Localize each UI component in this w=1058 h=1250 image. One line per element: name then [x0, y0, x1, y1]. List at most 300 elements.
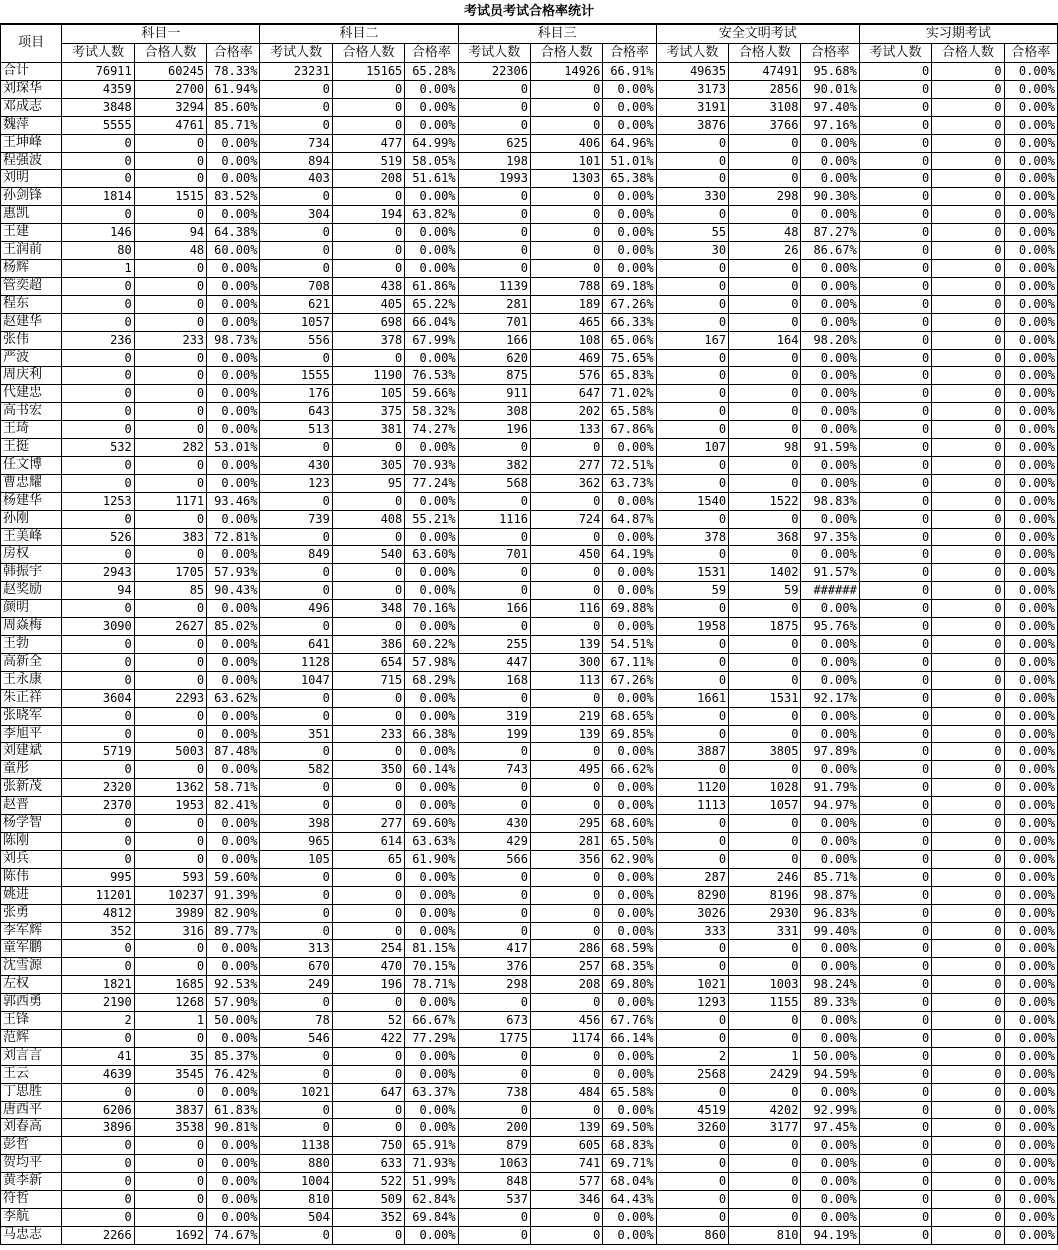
- data-cell[interactable]: 0: [656, 707, 728, 725]
- data-cell[interactable]: 382: [458, 456, 530, 474]
- data-cell[interactable]: 0: [859, 922, 931, 940]
- data-cell[interactable]: 286: [530, 940, 602, 958]
- data-cell[interactable]: 0.00%: [207, 403, 260, 421]
- data-cell[interactable]: 0.00%: [1004, 277, 1057, 295]
- data-cell[interactable]: 0: [729, 206, 801, 224]
- data-cell[interactable]: 0: [458, 224, 530, 242]
- row-label-cell[interactable]: 陈刚: [1, 832, 62, 850]
- data-cell[interactable]: 0: [932, 653, 1004, 671]
- row-label-cell[interactable]: 张新茂: [1, 779, 62, 797]
- data-cell[interactable]: 0: [260, 439, 332, 457]
- data-cell[interactable]: 1: [62, 259, 134, 277]
- data-cell[interactable]: 0.00%: [207, 1029, 260, 1047]
- data-cell[interactable]: 0.00%: [1004, 1047, 1057, 1065]
- data-cell[interactable]: 3538: [134, 1119, 206, 1137]
- row-label-cell[interactable]: 张伟: [1, 331, 62, 349]
- data-cell[interactable]: 0.00%: [1004, 349, 1057, 367]
- data-cell[interactable]: 0: [134, 1029, 206, 1047]
- data-cell[interactable]: 3604: [62, 689, 134, 707]
- data-cell[interactable]: 0: [932, 385, 1004, 403]
- data-cell[interactable]: 0.00%: [1004, 636, 1057, 654]
- row-label-cell[interactable]: 刘言言: [1, 1047, 62, 1065]
- data-cell[interactable]: 406: [530, 134, 602, 152]
- data-cell[interactable]: 77.29%: [405, 1029, 458, 1047]
- data-cell[interactable]: 87.48%: [207, 743, 260, 761]
- data-cell[interactable]: 2190: [62, 994, 134, 1012]
- data-cell[interactable]: 0.00%: [801, 1083, 859, 1101]
- data-cell[interactable]: 67.11%: [603, 653, 656, 671]
- data-cell[interactable]: 1953: [134, 797, 206, 815]
- data-cell[interactable]: 0.00%: [405, 868, 458, 886]
- data-cell[interactable]: 0.00%: [405, 116, 458, 134]
- data-cell[interactable]: 0: [932, 134, 1004, 152]
- data-cell[interactable]: 146: [62, 224, 134, 242]
- data-cell[interactable]: 469: [530, 349, 602, 367]
- data-cell[interactable]: 65: [332, 850, 404, 868]
- data-cell[interactable]: 0: [859, 456, 931, 474]
- row-label-cell[interactable]: 邓成志: [1, 98, 62, 116]
- data-cell[interactable]: 0: [530, 689, 602, 707]
- data-cell[interactable]: 0: [729, 1012, 801, 1030]
- data-cell[interactable]: 58.05%: [405, 152, 458, 170]
- data-cell[interactable]: 0: [932, 98, 1004, 116]
- row-label-cell[interactable]: 孙剑锋: [1, 188, 62, 206]
- data-cell[interactable]: 0: [932, 564, 1004, 582]
- data-cell[interactable]: 0: [859, 116, 931, 134]
- data-cell[interactable]: 0.00%: [207, 940, 260, 958]
- data-cell[interactable]: 0: [62, 815, 134, 833]
- data-cell[interactable]: 0: [932, 367, 1004, 385]
- data-cell[interactable]: 0: [332, 689, 404, 707]
- data-cell[interactable]: 0: [859, 510, 931, 528]
- data-cell[interactable]: 0: [729, 313, 801, 331]
- data-cell[interactable]: 0: [260, 1119, 332, 1137]
- data-cell[interactable]: 74.27%: [405, 421, 458, 439]
- data-cell[interactable]: 69.50%: [603, 1119, 656, 1137]
- data-cell[interactable]: 74.67%: [207, 1226, 260, 1244]
- data-cell[interactable]: 430: [260, 456, 332, 474]
- row-label-cell[interactable]: 代建忠: [1, 385, 62, 403]
- data-cell[interactable]: 0.00%: [1004, 63, 1057, 81]
- data-cell[interactable]: 0: [134, 456, 206, 474]
- data-cell[interactable]: 1113: [656, 797, 728, 815]
- data-cell[interactable]: 4639: [62, 1065, 134, 1083]
- data-cell[interactable]: 93.46%: [207, 492, 260, 510]
- data-cell[interactable]: 470: [332, 958, 404, 976]
- data-cell[interactable]: 0: [932, 456, 1004, 474]
- data-cell[interactable]: 577: [530, 1173, 602, 1191]
- data-cell[interactable]: 0: [134, 1209, 206, 1227]
- data-cell[interactable]: 0.00%: [1004, 367, 1057, 385]
- data-cell[interactable]: 3896: [62, 1119, 134, 1137]
- data-cell[interactable]: 0: [656, 367, 728, 385]
- data-cell[interactable]: 0: [62, 456, 134, 474]
- data-cell[interactable]: 1531: [656, 564, 728, 582]
- data-cell[interactable]: 0.00%: [801, 421, 859, 439]
- data-cell[interactable]: 0: [932, 1191, 1004, 1209]
- data-cell[interactable]: 0: [134, 636, 206, 654]
- data-cell[interactable]: 30: [656, 242, 728, 260]
- data-cell[interactable]: 0.00%: [801, 403, 859, 421]
- data-cell[interactable]: 0: [932, 636, 1004, 654]
- data-cell[interactable]: 0: [932, 922, 1004, 940]
- data-cell[interactable]: 0: [656, 134, 728, 152]
- data-cell[interactable]: 0.00%: [801, 474, 859, 492]
- data-cell[interactable]: 356: [530, 850, 602, 868]
- data-cell[interactable]: 734: [260, 134, 332, 152]
- data-cell[interactable]: 0.00%: [1004, 224, 1057, 242]
- data-cell[interactable]: 0.00%: [207, 277, 260, 295]
- row-label-cell[interactable]: 刘琛华: [1, 80, 62, 98]
- data-cell[interactable]: 1692: [134, 1226, 206, 1244]
- row-label-cell[interactable]: 程东: [1, 295, 62, 313]
- data-cell[interactable]: 0: [260, 743, 332, 761]
- data-cell[interactable]: 1003: [729, 976, 801, 994]
- data-cell[interactable]: 277: [332, 815, 404, 833]
- data-cell[interactable]: 3876: [656, 116, 728, 134]
- data-cell[interactable]: 0.00%: [801, 259, 859, 277]
- data-cell[interactable]: 76.53%: [405, 367, 458, 385]
- data-cell[interactable]: 2700: [134, 80, 206, 98]
- data-cell[interactable]: 810: [729, 1226, 801, 1244]
- data-cell[interactable]: 0: [932, 940, 1004, 958]
- data-cell[interactable]: 0: [859, 1101, 931, 1119]
- data-cell[interactable]: 0: [530, 564, 602, 582]
- data-cell[interactable]: 0: [932, 1119, 1004, 1137]
- data-cell[interactable]: 0: [530, 1047, 602, 1065]
- data-cell[interactable]: 98.73%: [207, 331, 260, 349]
- data-cell[interactable]: 0: [729, 850, 801, 868]
- data-cell[interactable]: 0: [859, 1083, 931, 1101]
- data-cell[interactable]: 0: [62, 1029, 134, 1047]
- data-cell[interactable]: 0.00%: [207, 152, 260, 170]
- row-label-cell[interactable]: 孙刚: [1, 510, 62, 528]
- data-cell[interactable]: 66.14%: [603, 1029, 656, 1047]
- data-cell[interactable]: 97.89%: [801, 743, 859, 761]
- data-cell[interactable]: 194: [332, 206, 404, 224]
- data-cell[interactable]: 298: [729, 188, 801, 206]
- data-cell[interactable]: 11201: [62, 886, 134, 904]
- data-cell[interactable]: 0.00%: [207, 600, 260, 618]
- data-cell[interactable]: 0.00%: [405, 994, 458, 1012]
- data-cell[interactable]: 86.67%: [801, 242, 859, 260]
- data-cell[interactable]: 1155: [729, 994, 801, 1012]
- data-cell[interactable]: 255: [458, 636, 530, 654]
- data-cell[interactable]: 0.00%: [1004, 421, 1057, 439]
- data-cell[interactable]: 0.00%: [207, 206, 260, 224]
- data-cell[interactable]: 0: [859, 474, 931, 492]
- data-cell[interactable]: 0.00%: [207, 385, 260, 403]
- data-cell[interactable]: 0.00%: [1004, 1029, 1057, 1047]
- data-cell[interactable]: 495: [530, 761, 602, 779]
- data-cell[interactable]: 0: [932, 743, 1004, 761]
- data-cell[interactable]: 0: [62, 707, 134, 725]
- data-cell[interactable]: 8196: [729, 886, 801, 904]
- row-label-cell[interactable]: 王勃: [1, 636, 62, 654]
- data-cell[interactable]: 85.60%: [207, 98, 260, 116]
- data-cell[interactable]: 0: [260, 707, 332, 725]
- row-label-cell[interactable]: 魏萍: [1, 116, 62, 134]
- data-cell[interactable]: 965: [260, 832, 332, 850]
- data-cell[interactable]: 654: [332, 653, 404, 671]
- data-cell[interactable]: 0: [134, 707, 206, 725]
- data-cell[interactable]: 0.00%: [405, 439, 458, 457]
- data-cell[interactable]: 0.00%: [1004, 331, 1057, 349]
- data-cell[interactable]: 0: [134, 259, 206, 277]
- row-label-cell[interactable]: 颜明: [1, 600, 62, 618]
- data-cell[interactable]: 0.00%: [1004, 761, 1057, 779]
- data-cell[interactable]: 0: [932, 152, 1004, 170]
- data-cell[interactable]: 0: [656, 815, 728, 833]
- data-cell[interactable]: 0: [62, 958, 134, 976]
- data-cell[interactable]: 0.00%: [801, 671, 859, 689]
- data-cell[interactable]: 0.00%: [405, 242, 458, 260]
- data-cell[interactable]: 1021: [260, 1083, 332, 1101]
- data-cell[interactable]: 316: [134, 922, 206, 940]
- data-cell[interactable]: 447: [458, 653, 530, 671]
- data-cell[interactable]: 0: [656, 671, 728, 689]
- data-cell[interactable]: 0.00%: [801, 170, 859, 188]
- data-cell[interactable]: 0: [729, 170, 801, 188]
- data-cell[interactable]: 0.00%: [801, 1012, 859, 1030]
- data-cell[interactable]: 0: [134, 277, 206, 295]
- data-cell[interactable]: 59.60%: [207, 868, 260, 886]
- data-cell[interactable]: 0: [134, 671, 206, 689]
- data-cell[interactable]: 23231: [260, 63, 332, 81]
- data-cell[interactable]: 90.43%: [207, 582, 260, 600]
- data-cell[interactable]: 66.38%: [405, 725, 458, 743]
- data-cell[interactable]: 1: [729, 1047, 801, 1065]
- row-label-cell[interactable]: 王云: [1, 1065, 62, 1083]
- row-label-cell[interactable]: 周焱梅: [1, 618, 62, 636]
- row-label-cell[interactable]: 房权: [1, 546, 62, 564]
- data-cell[interactable]: 246: [729, 868, 801, 886]
- data-cell[interactable]: 477: [332, 134, 404, 152]
- data-cell[interactable]: 0: [729, 653, 801, 671]
- data-cell[interactable]: 0.00%: [801, 815, 859, 833]
- data-cell[interactable]: 4812: [62, 904, 134, 922]
- data-cell[interactable]: 0.00%: [207, 1173, 260, 1191]
- data-cell[interactable]: 0: [332, 743, 404, 761]
- data-cell[interactable]: 96.83%: [801, 904, 859, 922]
- data-cell[interactable]: 0: [332, 564, 404, 582]
- data-cell[interactable]: 0: [530, 743, 602, 761]
- data-cell[interactable]: 85.02%: [207, 618, 260, 636]
- data-cell[interactable]: 0.00%: [1004, 116, 1057, 134]
- data-cell[interactable]: 0.00%: [1004, 456, 1057, 474]
- data-cell[interactable]: 2930: [729, 904, 801, 922]
- data-cell[interactable]: 0: [458, 1209, 530, 1227]
- data-cell[interactable]: 2266: [62, 1226, 134, 1244]
- data-cell[interactable]: 0.00%: [207, 421, 260, 439]
- data-cell[interactable]: 879: [458, 1137, 530, 1155]
- data-cell[interactable]: 0: [932, 474, 1004, 492]
- data-cell[interactable]: 743: [458, 761, 530, 779]
- data-cell[interactable]: 0: [458, 689, 530, 707]
- data-cell[interactable]: 0.00%: [1004, 958, 1057, 976]
- data-cell[interactable]: 0: [729, 349, 801, 367]
- data-cell[interactable]: 0.00%: [405, 188, 458, 206]
- data-cell[interactable]: 417: [458, 940, 530, 958]
- data-cell[interactable]: 0: [932, 331, 1004, 349]
- data-cell[interactable]: 0.00%: [603, 242, 656, 260]
- data-cell[interactable]: 298: [458, 976, 530, 994]
- data-cell[interactable]: 277: [530, 456, 602, 474]
- data-cell[interactable]: 94: [62, 582, 134, 600]
- data-cell[interactable]: 0.00%: [1004, 994, 1057, 1012]
- data-cell[interactable]: 0: [656, 403, 728, 421]
- data-cell[interactable]: 61.83%: [207, 1101, 260, 1119]
- data-cell[interactable]: 0: [859, 349, 931, 367]
- data-cell[interactable]: 0: [62, 385, 134, 403]
- data-cell[interactable]: 504: [260, 1209, 332, 1227]
- data-cell[interactable]: 1540: [656, 492, 728, 510]
- data-cell[interactable]: 0: [656, 546, 728, 564]
- data-cell[interactable]: 0: [729, 403, 801, 421]
- data-cell[interactable]: 107: [656, 439, 728, 457]
- row-label-cell[interactable]: 严波: [1, 349, 62, 367]
- data-cell[interactable]: 0: [859, 761, 931, 779]
- data-cell[interactable]: 0: [62, 1191, 134, 1209]
- data-cell[interactable]: 133: [530, 421, 602, 439]
- data-cell[interactable]: 0: [859, 564, 931, 582]
- data-cell[interactable]: 0: [134, 761, 206, 779]
- data-cell[interactable]: 1120: [656, 779, 728, 797]
- data-cell[interactable]: 1128: [260, 653, 332, 671]
- data-cell[interactable]: 65.50%: [603, 832, 656, 850]
- data-cell[interactable]: 0: [134, 403, 206, 421]
- data-cell[interactable]: 0.00%: [801, 940, 859, 958]
- data-cell[interactable]: 90.01%: [801, 80, 859, 98]
- data-cell[interactable]: 66.62%: [603, 761, 656, 779]
- data-cell[interactable]: 69.84%: [405, 1209, 458, 1227]
- data-cell[interactable]: 331: [729, 922, 801, 940]
- data-cell[interactable]: 47491: [729, 63, 801, 81]
- data-cell[interactable]: 0.00%: [1004, 1209, 1057, 1227]
- data-cell[interactable]: 1661: [656, 689, 728, 707]
- data-cell[interactable]: 0.00%: [207, 761, 260, 779]
- data-cell[interactable]: 0.00%: [405, 98, 458, 116]
- data-cell[interactable]: 0: [729, 832, 801, 850]
- data-cell[interactable]: 0.00%: [1004, 904, 1057, 922]
- data-cell[interactable]: 1047: [260, 671, 332, 689]
- data-cell[interactable]: 68.35%: [603, 958, 656, 976]
- data-cell[interactable]: 0: [859, 1047, 931, 1065]
- data-cell[interactable]: 0: [62, 206, 134, 224]
- data-cell[interactable]: 0: [656, 636, 728, 654]
- data-cell[interactable]: 0: [530, 259, 602, 277]
- data-cell[interactable]: 0.00%: [405, 1119, 458, 1137]
- data-cell[interactable]: 35: [134, 1047, 206, 1065]
- row-label-cell[interactable]: 王挺: [1, 439, 62, 457]
- data-cell[interactable]: 304: [260, 206, 332, 224]
- data-cell[interactable]: 0: [932, 277, 1004, 295]
- data-cell[interactable]: 0: [530, 1101, 602, 1119]
- data-cell[interactable]: 0.00%: [1004, 528, 1057, 546]
- data-cell[interactable]: 0: [859, 1226, 931, 1244]
- data-cell[interactable]: 3108: [729, 98, 801, 116]
- data-cell[interactable]: 0: [656, 761, 728, 779]
- data-cell[interactable]: 0: [932, 528, 1004, 546]
- data-cell[interactable]: 0.00%: [1004, 385, 1057, 403]
- data-cell[interactable]: 0: [62, 940, 134, 958]
- data-cell[interactable]: 0.00%: [801, 600, 859, 618]
- data-cell[interactable]: 0: [729, 958, 801, 976]
- data-cell[interactable]: 0: [859, 242, 931, 260]
- row-label-cell[interactable]: 童彤: [1, 761, 62, 779]
- data-cell[interactable]: 0: [932, 797, 1004, 815]
- data-cell[interactable]: 0: [62, 546, 134, 564]
- data-cell[interactable]: 233: [332, 725, 404, 743]
- data-cell[interactable]: 0.00%: [207, 456, 260, 474]
- data-cell[interactable]: 305: [332, 456, 404, 474]
- data-cell[interactable]: 0.00%: [405, 886, 458, 904]
- data-cell[interactable]: 0: [859, 421, 931, 439]
- data-cell[interactable]: 3260: [656, 1119, 728, 1137]
- data-cell[interactable]: 0.00%: [603, 80, 656, 98]
- row-label-cell[interactable]: 周庆利: [1, 367, 62, 385]
- data-cell[interactable]: 0: [134, 653, 206, 671]
- data-cell[interactable]: 0.00%: [1004, 403, 1057, 421]
- row-label-cell[interactable]: 合计: [1, 63, 62, 81]
- data-cell[interactable]: 0.00%: [405, 582, 458, 600]
- data-cell[interactable]: 375: [332, 403, 404, 421]
- data-cell[interactable]: 308: [458, 403, 530, 421]
- row-label-cell[interactable]: 管奕超: [1, 277, 62, 295]
- data-cell[interactable]: 0.00%: [603, 206, 656, 224]
- data-cell[interactable]: 0: [729, 1137, 801, 1155]
- data-cell[interactable]: 378: [656, 528, 728, 546]
- data-cell[interactable]: 0: [932, 1173, 1004, 1191]
- data-cell[interactable]: 0: [530, 868, 602, 886]
- row-label-cell[interactable]: 程强波: [1, 152, 62, 170]
- data-cell[interactable]: 0: [332, 349, 404, 367]
- data-cell[interactable]: 58.71%: [207, 779, 260, 797]
- data-cell[interactable]: 0: [260, 779, 332, 797]
- data-cell[interactable]: 0: [458, 1065, 530, 1083]
- data-cell[interactable]: 0: [62, 1173, 134, 1191]
- data-cell[interactable]: 98: [729, 439, 801, 457]
- data-cell[interactable]: 0: [932, 295, 1004, 313]
- data-cell[interactable]: 0: [932, 116, 1004, 134]
- data-cell[interactable]: 0: [932, 707, 1004, 725]
- data-cell[interactable]: 0: [656, 277, 728, 295]
- data-cell[interactable]: 0: [530, 1209, 602, 1227]
- data-cell[interactable]: 0: [530, 994, 602, 1012]
- data-cell[interactable]: 0: [62, 474, 134, 492]
- data-cell[interactable]: 0: [859, 492, 931, 510]
- data-cell[interactable]: 496: [260, 600, 332, 618]
- data-cell[interactable]: 0: [656, 1155, 728, 1173]
- data-cell[interactable]: 1522: [729, 492, 801, 510]
- row-label-cell[interactable]: 李旭平: [1, 725, 62, 743]
- data-cell[interactable]: 48: [729, 224, 801, 242]
- data-cell[interactable]: 0.00%: [405, 1047, 458, 1065]
- data-cell[interactable]: 641: [260, 636, 332, 654]
- data-cell[interactable]: 0: [260, 259, 332, 277]
- data-cell[interactable]: 0: [656, 1191, 728, 1209]
- row-label-cell[interactable]: 韩振宇: [1, 564, 62, 582]
- data-cell[interactable]: 295: [530, 815, 602, 833]
- data-cell[interactable]: 0: [932, 1065, 1004, 1083]
- data-cell[interactable]: 0: [656, 832, 728, 850]
- data-cell[interactable]: 0.00%: [801, 367, 859, 385]
- data-cell[interactable]: 0.00%: [1004, 779, 1057, 797]
- data-cell[interactable]: 0: [62, 403, 134, 421]
- data-cell[interactable]: 249: [260, 976, 332, 994]
- data-cell[interactable]: 0.00%: [1004, 188, 1057, 206]
- data-cell[interactable]: 1268: [134, 994, 206, 1012]
